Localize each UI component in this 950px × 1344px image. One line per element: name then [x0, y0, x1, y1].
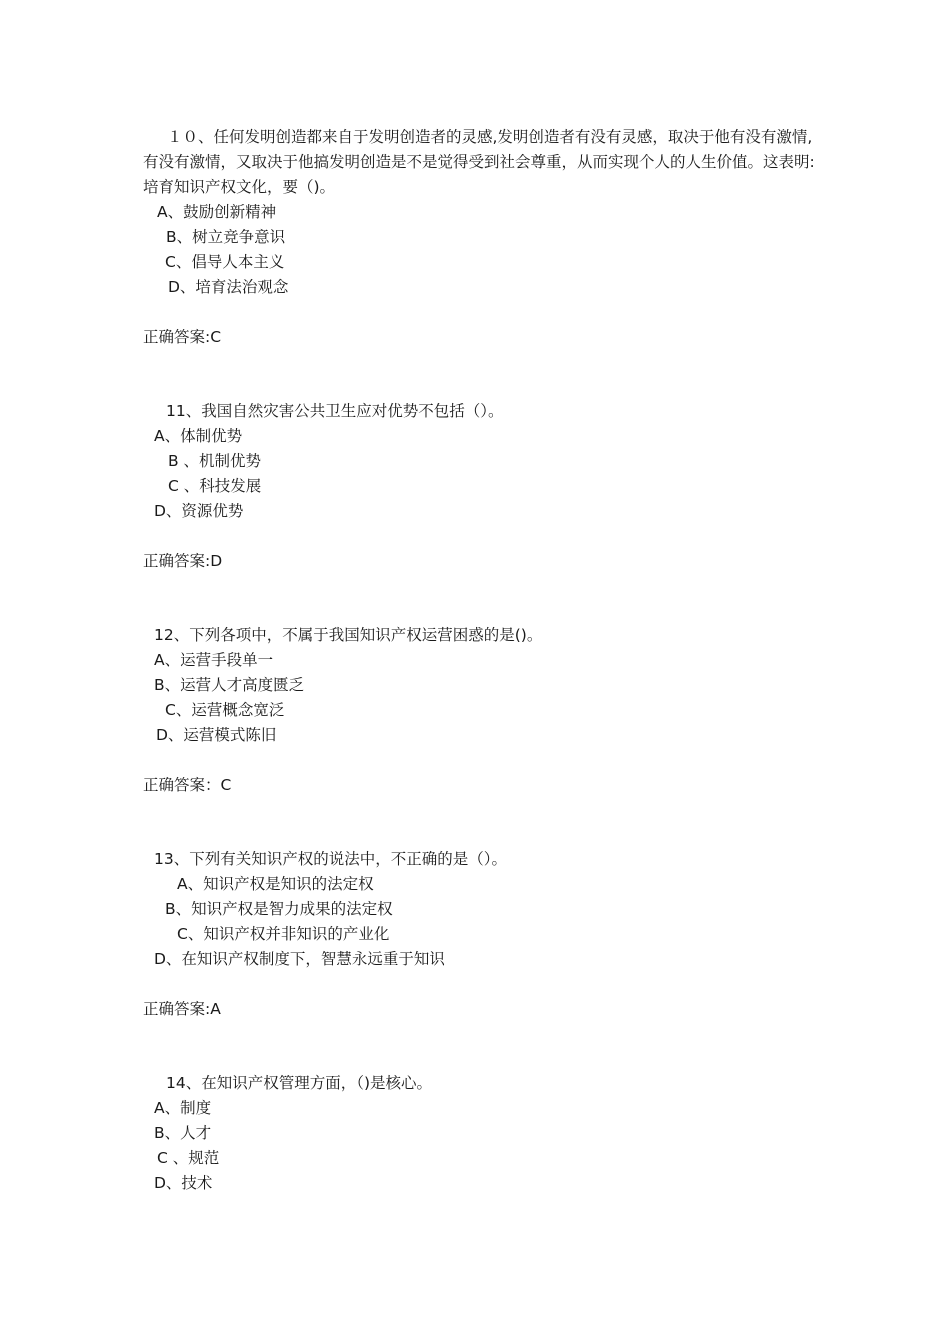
question-14-option-d: D、技术 — [154, 1174, 213, 1192]
question-14-option-c: C 、规范 — [157, 1149, 220, 1167]
question-11-option-a: A、体制优势 — [154, 427, 243, 445]
question-13-stem: 13、下列有关知识产权的说法中，不正确的是（）。 — [154, 850, 507, 868]
question-11-option-d: D、资源优势 — [154, 502, 244, 520]
question-10-option-b: B、树立竞争意识 — [166, 228, 286, 246]
question-13-answer: 正确答案:A — [143, 1000, 221, 1018]
question-11-answer: 正确答案:D — [143, 552, 223, 570]
question-14-option-a: A、制度 — [154, 1099, 212, 1117]
question-11-stem: 11、我国自然灾害公共卫生应对优势不包括（）。 — [166, 402, 504, 420]
question-10-option-a: A、鼓励创新精神 — [157, 203, 277, 221]
question-14-option-b: B、人才 — [154, 1124, 212, 1142]
question-12-stem: 12、下列各项中，不属于我国知识产权运营困惑的是()。 — [154, 626, 543, 644]
question-13-option-c: C、知识产权并非知识的产业化 — [177, 925, 390, 943]
question-12-option-d: D、运营模式陈旧 — [156, 726, 277, 744]
question-10-option-d: D、培育法治观念 — [168, 278, 289, 296]
question-12-option-b: B、运营人才高度匮乏 — [154, 676, 305, 694]
question-12-answer: 正确答案：C — [143, 776, 232, 794]
question-13-option-a: A、知识产权是知识的法定权 — [177, 875, 374, 893]
question-10-option-c: C、倡导人本主义 — [165, 253, 285, 271]
question-10-stem: １０、任何发明创造都来自于发明创造者的灵感,发明创造者有没有灵感，取决于他有没有激情,有没有激情，又取决于他搞发明创造是不是觉得受到社会尊重，从而实现个人的人生价值。这表明:培育知识产权文化，要（)。 — [143, 128, 815, 196]
question-12-option-c: C、运营概念宽泛 — [165, 701, 285, 719]
question-13-option-d: D、在知识产权制度下，智慧永远重于知识 — [154, 950, 445, 968]
question-11-option-b: B 、机制优势 — [168, 452, 262, 470]
question-14-stem: 14、在知识产权管理方面，（)是核心。 — [166, 1074, 433, 1092]
question-12-option-a: A、运营手段单一 — [154, 651, 274, 669]
question-10-answer: 正确答案:C — [143, 328, 222, 346]
question-11-option-c: C 、科技发展 — [168, 477, 262, 495]
question-13-option-b: B、知识产权是智力成果的法定权 — [165, 900, 393, 918]
